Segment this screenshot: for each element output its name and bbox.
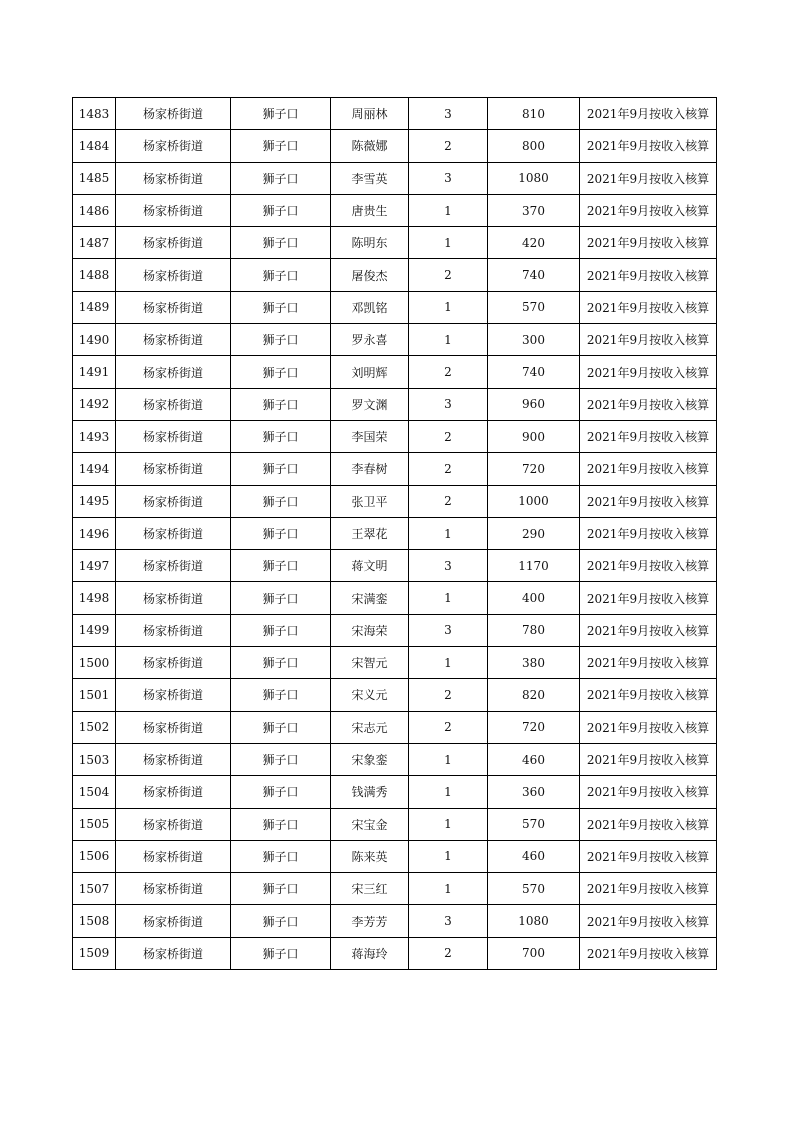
name-cell: 周丽林 <box>331 98 409 130</box>
community-cell: 狮子口 <box>231 614 331 646</box>
amount-cell: 570 <box>488 808 580 840</box>
household-size-cell: 1 <box>409 647 488 679</box>
table-row <box>73 550 717 582</box>
community-cell: 狮子口 <box>231 937 331 969</box>
amount-cell: 960 <box>488 388 580 420</box>
row-number-cell: 1509 <box>73 937 116 969</box>
basis-cell: 2021年9月按收入核算 <box>580 227 717 259</box>
household-size-cell: 2 <box>409 711 488 743</box>
amount-cell: 1080 <box>488 905 580 937</box>
community-cell: 狮子口 <box>231 194 331 226</box>
table-row <box>73 420 717 452</box>
name-cell: 宋义元 <box>331 679 409 711</box>
household-size-cell: 3 <box>409 162 488 194</box>
street-cell: 杨家桥街道 <box>116 420 231 452</box>
table-row <box>73 194 717 226</box>
street-cell: 杨家桥街道 <box>116 776 231 808</box>
amount-cell: 460 <box>488 840 580 872</box>
name-cell: 李雪英 <box>331 162 409 194</box>
basis-cell: 2021年9月按收入核算 <box>580 162 717 194</box>
street-cell: 杨家桥街道 <box>116 356 231 388</box>
amount-cell: 1000 <box>488 485 580 517</box>
household-size-cell: 3 <box>409 388 488 420</box>
street-cell: 杨家桥街道 <box>116 937 231 969</box>
basis-cell: 2021年9月按收入核算 <box>580 388 717 420</box>
community-cell: 狮子口 <box>231 162 331 194</box>
street-cell: 杨家桥街道 <box>116 388 231 420</box>
row-number-cell: 1494 <box>73 453 116 485</box>
household-size-cell: 1 <box>409 582 488 614</box>
name-cell: 蒋文明 <box>331 550 409 582</box>
community-cell: 狮子口 <box>231 905 331 937</box>
name-cell: 张卫平 <box>331 485 409 517</box>
name-cell: 唐贵生 <box>331 194 409 226</box>
street-cell: 杨家桥街道 <box>116 743 231 775</box>
community-cell: 狮子口 <box>231 808 331 840</box>
community-cell: 狮子口 <box>231 550 331 582</box>
amount-cell: 420 <box>488 227 580 259</box>
amount-cell: 400 <box>488 582 580 614</box>
amount-cell: 380 <box>488 647 580 679</box>
name-cell: 宋海荣 <box>331 614 409 646</box>
table-row <box>73 582 717 614</box>
row-number-cell: 1489 <box>73 291 116 323</box>
row-number-cell: 1496 <box>73 517 116 549</box>
amount-cell: 740 <box>488 259 580 291</box>
amount-cell: 360 <box>488 776 580 808</box>
amount-cell: 1170 <box>488 550 580 582</box>
basis-cell: 2021年9月按收入核算 <box>580 808 717 840</box>
basis-cell: 2021年9月按收入核算 <box>580 420 717 452</box>
amount-cell: 460 <box>488 743 580 775</box>
basis-cell: 2021年9月按收入核算 <box>580 324 717 356</box>
name-cell: 陈来英 <box>331 840 409 872</box>
street-cell: 杨家桥街道 <box>116 582 231 614</box>
row-number-cell: 1486 <box>73 194 116 226</box>
street-cell: 杨家桥街道 <box>116 550 231 582</box>
household-size-cell: 2 <box>409 356 488 388</box>
name-cell: 陈薇娜 <box>331 130 409 162</box>
row-number-cell: 1501 <box>73 679 116 711</box>
name-cell: 刘明辉 <box>331 356 409 388</box>
household-size-cell: 3 <box>409 550 488 582</box>
row-number-cell: 1492 <box>73 388 116 420</box>
table-body <box>73 98 717 970</box>
basis-cell: 2021年9月按收入核算 <box>580 130 717 162</box>
name-cell: 王翠花 <box>331 517 409 549</box>
table-row <box>73 324 717 356</box>
name-cell: 李芳芳 <box>331 905 409 937</box>
table-row <box>73 388 717 420</box>
name-cell: 宋志元 <box>331 711 409 743</box>
row-number-cell: 1507 <box>73 873 116 905</box>
community-cell: 狮子口 <box>231 291 331 323</box>
household-size-cell: 1 <box>409 776 488 808</box>
basis-cell: 2021年9月按收入核算 <box>580 711 717 743</box>
amount-cell: 370 <box>488 194 580 226</box>
basis-cell: 2021年9月按收入核算 <box>580 937 717 969</box>
amount-cell: 820 <box>488 679 580 711</box>
data-table <box>72 97 717 970</box>
amount-cell: 1080 <box>488 162 580 194</box>
name-cell: 李国荣 <box>331 420 409 452</box>
row-number-cell: 1498 <box>73 582 116 614</box>
name-cell: 罗永喜 <box>331 324 409 356</box>
table-row <box>73 840 717 872</box>
row-number-cell: 1506 <box>73 840 116 872</box>
table-row <box>73 905 717 937</box>
name-cell: 宋象銮 <box>331 743 409 775</box>
basis-cell: 2021年9月按收入核算 <box>580 905 717 937</box>
name-cell: 陈明东 <box>331 227 409 259</box>
household-size-cell: 3 <box>409 905 488 937</box>
row-number-cell: 1508 <box>73 905 116 937</box>
table-row <box>73 130 717 162</box>
name-cell: 屠俊杰 <box>331 259 409 291</box>
household-size-cell: 3 <box>409 98 488 130</box>
basis-cell: 2021年9月按收入核算 <box>580 873 717 905</box>
basis-cell: 2021年9月按收入核算 <box>580 679 717 711</box>
community-cell: 狮子口 <box>231 647 331 679</box>
amount-cell: 720 <box>488 453 580 485</box>
basis-cell: 2021年9月按收入核算 <box>580 614 717 646</box>
community-cell: 狮子口 <box>231 98 331 130</box>
community-cell: 狮子口 <box>231 130 331 162</box>
name-cell: 宋三红 <box>331 873 409 905</box>
household-size-cell: 2 <box>409 420 488 452</box>
basis-cell: 2021年9月按收入核算 <box>580 259 717 291</box>
household-size-cell: 2 <box>409 937 488 969</box>
row-number-cell: 1495 <box>73 485 116 517</box>
community-cell: 狮子口 <box>231 324 331 356</box>
row-number-cell: 1500 <box>73 647 116 679</box>
amount-cell: 780 <box>488 614 580 646</box>
row-number-cell: 1484 <box>73 130 116 162</box>
amount-cell: 900 <box>488 420 580 452</box>
name-cell: 蒋海玲 <box>331 937 409 969</box>
community-cell: 狮子口 <box>231 356 331 388</box>
name-cell: 李春树 <box>331 453 409 485</box>
street-cell: 杨家桥街道 <box>116 840 231 872</box>
basis-cell: 2021年9月按收入核算 <box>580 517 717 549</box>
amount-cell: 570 <box>488 291 580 323</box>
row-number-cell: 1497 <box>73 550 116 582</box>
household-size-cell: 1 <box>409 227 488 259</box>
row-number-cell: 1499 <box>73 614 116 646</box>
row-number-cell: 1485 <box>73 162 116 194</box>
table-row <box>73 614 717 646</box>
row-number-cell: 1491 <box>73 356 116 388</box>
row-number-cell: 1502 <box>73 711 116 743</box>
household-size-cell: 2 <box>409 485 488 517</box>
basis-cell: 2021年9月按收入核算 <box>580 485 717 517</box>
row-number-cell: 1505 <box>73 808 116 840</box>
community-cell: 狮子口 <box>231 259 331 291</box>
household-size-cell: 3 <box>409 614 488 646</box>
table-row <box>73 743 717 775</box>
street-cell: 杨家桥街道 <box>116 162 231 194</box>
table-row <box>73 711 717 743</box>
row-number-cell: 1483 <box>73 98 116 130</box>
name-cell: 宋满銮 <box>331 582 409 614</box>
basis-cell: 2021年9月按收入核算 <box>580 582 717 614</box>
street-cell: 杨家桥街道 <box>116 647 231 679</box>
basis-cell: 2021年9月按收入核算 <box>580 743 717 775</box>
amount-cell: 570 <box>488 873 580 905</box>
household-size-cell: 1 <box>409 808 488 840</box>
street-cell: 杨家桥街道 <box>116 324 231 356</box>
name-cell: 罗文渊 <box>331 388 409 420</box>
street-cell: 杨家桥街道 <box>116 130 231 162</box>
table-row <box>73 776 717 808</box>
basis-cell: 2021年9月按收入核算 <box>580 453 717 485</box>
row-number-cell: 1503 <box>73 743 116 775</box>
community-cell: 狮子口 <box>231 776 331 808</box>
street-cell: 杨家桥街道 <box>116 614 231 646</box>
table-row <box>73 517 717 549</box>
row-number-cell: 1487 <box>73 227 116 259</box>
row-number-cell: 1493 <box>73 420 116 452</box>
amount-cell: 290 <box>488 517 580 549</box>
community-cell: 狮子口 <box>231 873 331 905</box>
table-row <box>73 647 717 679</box>
household-size-cell: 1 <box>409 194 488 226</box>
amount-cell: 740 <box>488 356 580 388</box>
household-size-cell: 1 <box>409 517 488 549</box>
name-cell: 钱满秀 <box>331 776 409 808</box>
household-size-cell: 2 <box>409 259 488 291</box>
table-row <box>73 808 717 840</box>
basis-cell: 2021年9月按收入核算 <box>580 647 717 679</box>
household-size-cell: 1 <box>409 291 488 323</box>
household-size-cell: 2 <box>409 679 488 711</box>
community-cell: 狮子口 <box>231 517 331 549</box>
community-cell: 狮子口 <box>231 743 331 775</box>
table-row <box>73 485 717 517</box>
street-cell: 杨家桥街道 <box>116 873 231 905</box>
amount-cell: 800 <box>488 130 580 162</box>
amount-cell: 700 <box>488 937 580 969</box>
community-cell: 狮子口 <box>231 485 331 517</box>
community-cell: 狮子口 <box>231 453 331 485</box>
name-cell: 宋宝金 <box>331 808 409 840</box>
community-cell: 狮子口 <box>231 388 331 420</box>
street-cell: 杨家桥街道 <box>116 517 231 549</box>
street-cell: 杨家桥街道 <box>116 485 231 517</box>
street-cell: 杨家桥街道 <box>116 227 231 259</box>
table-row <box>73 679 717 711</box>
household-size-cell: 2 <box>409 453 488 485</box>
name-cell: 邓凯铭 <box>331 291 409 323</box>
row-number-cell: 1488 <box>73 259 116 291</box>
household-size-cell: 1 <box>409 840 488 872</box>
household-size-cell: 1 <box>409 743 488 775</box>
basis-cell: 2021年9月按收入核算 <box>580 194 717 226</box>
amount-cell: 300 <box>488 324 580 356</box>
amount-cell: 720 <box>488 711 580 743</box>
basis-cell: 2021年9月按收入核算 <box>580 550 717 582</box>
street-cell: 杨家桥街道 <box>116 808 231 840</box>
household-size-cell: 1 <box>409 324 488 356</box>
community-cell: 狮子口 <box>231 420 331 452</box>
basis-cell: 2021年9月按收入核算 <box>580 291 717 323</box>
community-cell: 狮子口 <box>231 227 331 259</box>
table-row <box>73 873 717 905</box>
household-size-cell: 2 <box>409 130 488 162</box>
row-number-cell: 1504 <box>73 776 116 808</box>
street-cell: 杨家桥街道 <box>116 905 231 937</box>
street-cell: 杨家桥街道 <box>116 453 231 485</box>
street-cell: 杨家桥街道 <box>116 98 231 130</box>
basis-cell: 2021年9月按收入核算 <box>580 840 717 872</box>
table-row <box>73 259 717 291</box>
table-row <box>73 162 717 194</box>
table-row <box>73 453 717 485</box>
street-cell: 杨家桥街道 <box>116 194 231 226</box>
community-cell: 狮子口 <box>231 711 331 743</box>
community-cell: 狮子口 <box>231 679 331 711</box>
household-size-cell: 1 <box>409 873 488 905</box>
street-cell: 杨家桥街道 <box>116 259 231 291</box>
row-number-cell: 1490 <box>73 324 116 356</box>
community-cell: 狮子口 <box>231 840 331 872</box>
table-row <box>73 98 717 130</box>
basis-cell: 2021年9月按收入核算 <box>580 98 717 130</box>
street-cell: 杨家桥街道 <box>116 679 231 711</box>
street-cell: 杨家桥街道 <box>116 291 231 323</box>
basis-cell: 2021年9月按收入核算 <box>580 356 717 388</box>
name-cell: 宋智元 <box>331 647 409 679</box>
table-row <box>73 937 717 969</box>
table-row <box>73 291 717 323</box>
table-row <box>73 227 717 259</box>
basis-cell: 2021年9月按收入核算 <box>580 776 717 808</box>
table-row <box>73 356 717 388</box>
street-cell: 杨家桥街道 <box>116 711 231 743</box>
amount-cell: 810 <box>488 98 580 130</box>
community-cell: 狮子口 <box>231 582 331 614</box>
